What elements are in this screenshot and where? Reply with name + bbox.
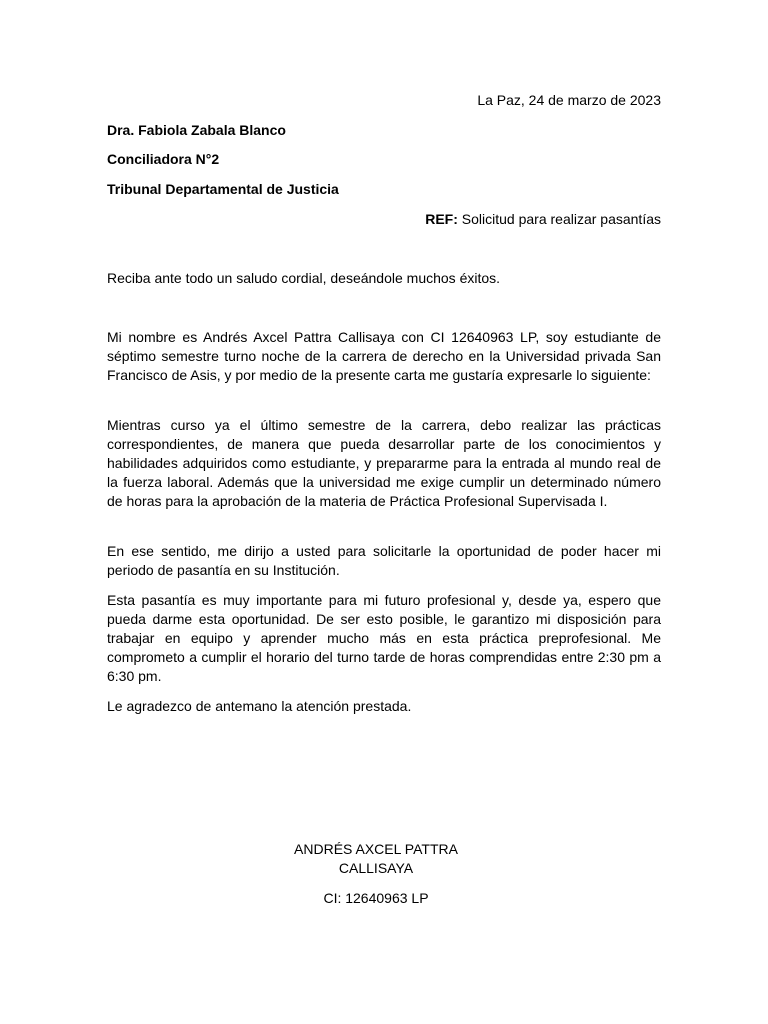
recipient-institution: Tribunal Departamental de Justicia (107, 181, 339, 197)
reference-label: REF: (425, 211, 458, 227)
closing-thanks: Le agradezco de antemano la atención prestada. (107, 698, 412, 714)
signature-name-line2: CALLISAYA (338, 860, 414, 876)
body-paragraph-motivation: Mientras curso ya el último semestre de la carrera, debo realizar las prácticas correspondientes, de manera que pueda desarrollar parte de los conocimientos y habilidades adquiridos como estudiante, y prepararme para la entrada al mundo real de la fuerza laboral. Además que la universidad me exige cumplir un determinado número de horas para la aprobación de la materia de Práctica Profesional Supervisada I. (107, 417, 661, 509)
letter-date: La Paz, 24 de marzo de 2023 (477, 92, 661, 108)
recipient-position: Conciliadora N°2 (107, 151, 220, 167)
signature-block (226, 840, 526, 908)
signature-name-line1: ANDRÉS AXCEL PATTRA (294, 841, 458, 857)
reference-line (107, 210, 661, 229)
recipient-name: Dra. Fabiola Zabala Blanco (107, 122, 286, 138)
body-paragraph-commitment: Esta pasantía es muy importante para mi futuro profesional y, desde ya, espero que pueda darme esta oportunidad. De ser esto posible, le garantizo mi disposición para trabajar en equipo y aprender mucho más en esta práctica preprofesional. Me comprometo a cumplir el horario del turno tarde de horas comprendidas entre 2:30 pm a 6:30 pm. (107, 592, 661, 684)
body-paragraph-request: En ese sentido, me dirijo a usted para solicitarle la oportunidad de poder hacer mi periodo de pasantía en su Institución. (107, 543, 661, 578)
body-paragraph-intro: Mi nombre es Andrés Axcel Pattra Callisaya con CI 12640963 LP, soy estudiante de séptimo semestre turno noche de la carrera de derecho en la Universidad privada San Francisco de Asis, y por medio de la presente carta me gustaría expresarle lo siguiente: (107, 329, 661, 383)
reference-text: Solicitud para realizar pasantías (457, 211, 661, 227)
greeting: Reciba ante todo un saludo cordial, deseándole muchos éxitos. (107, 270, 501, 286)
signature-ci: CI: 12640963 LP (323, 890, 429, 906)
